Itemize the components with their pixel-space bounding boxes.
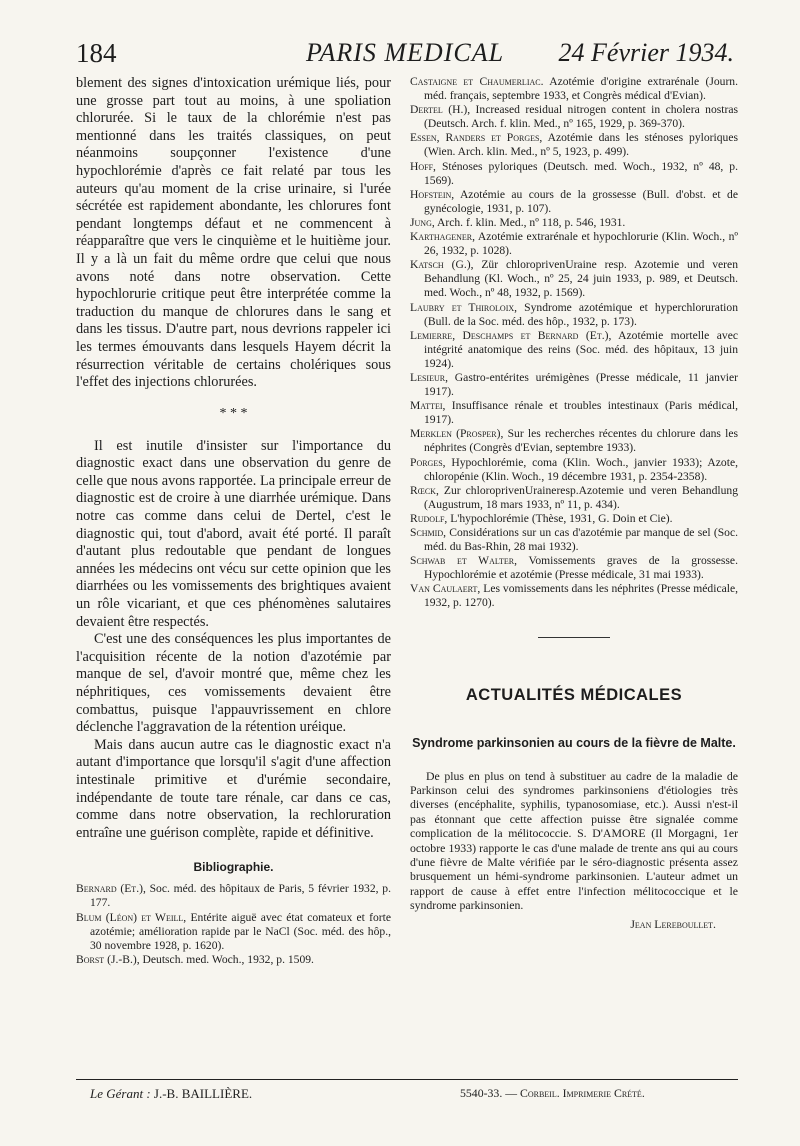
bibliography-reference: Insuffisance rénale et troubles intestinaux (Paris médical, 1917). <box>424 399 738 427</box>
bibliography-entry <box>410 258 738 300</box>
bibliography-reference: Syndrome azotémique et hyperchloruration (Bull. de la Soc. méd. des hôp., 1932, p. 173). <box>424 300 738 328</box>
article-signature: Jean Lereboullet. <box>630 916 716 931</box>
bibliography-author: Lesieur, <box>410 370 448 384</box>
bibliography-reference: Azotémie extrarénale et hypochlorurie (Klin. Woch., nº 26, 1932, p. 1028). <box>424 230 738 258</box>
paragraph: Mais dans aucun autre cas le diagnostic exact n'a autant d'importance que lorsqu'il s'agit d'une affection intestinale primitive et d'urémie secondaire, indépendante de toute tare rénale, car dans ce cas, comme dans notre observation, la rechloruration entraîne une guérison complète, rapide et définitive. <box>76 736 391 841</box>
bibliography-reference: Increased residual nitrogen content in cholera nostras (Deutsch. Arch. f. klin. Med., nº 165, 1929, p. 369-370). <box>424 103 738 131</box>
bibliography-author: Bernard (Et.), <box>76 882 146 896</box>
bibliography-entry <box>410 526 738 554</box>
bibliography-reference: Soc. méd. des hôpitaux de Paris, 5 février 1932, p. 177. <box>90 882 391 910</box>
bibliography-entry <box>410 427 738 455</box>
bibliography-entry <box>410 301 738 329</box>
paragraph: Il est inutile d'insister sur l'importance du diagnostic exact dans une observation du genre de celle que nous avons rapportée. La principale erreur de diagnostic est de croire à une diarrhée urémique. Dans notre cas comme dans celui de Dertel, c'est le diagnostic qui, tout d'abord, avait été porté. Il paraît d'autant plus redoutable que pendant de longues années les médecins ont vécu sur cette opinion que les diarrhées ou les vomissements des brightiques avaient un rôle vicariant, et que ces phénomènes salutaires devaient être respectés. <box>76 437 391 630</box>
bibliography-entry <box>410 75 738 103</box>
bibliography-author: Rudolf, <box>410 511 448 525</box>
bibliography-entry <box>410 484 738 512</box>
asterism-mark: * * * <box>219 405 248 421</box>
bibliography-entry <box>410 399 738 427</box>
running-head <box>76 38 734 72</box>
bibliography-entry <box>410 131 738 159</box>
bibliography-author: Porges, <box>410 455 446 469</box>
paragraph: C'est une des conséquences les plus importantes de l'acquisition récente de la notion d'azotémie par manque de sel, d'avoir montré que, même chez les néphritiques, ces vomissements devaient être combattus, puisque l'appauvrissement en chlore déclenche l'aggravation de la rétention uréique. <box>76 631 391 736</box>
bibliography-reference: Entérite aiguë avec état comateux et forte azotémie; amélioration rapide par le NaCl (Soc. méd. des hôp., 30 novembre 1928, p. 1620). <box>90 910 391 952</box>
gerant-label: Le Gérant : <box>90 1086 151 1101</box>
bibliography-reference: Vomissements graves de la grossesse. Hypochlorémie et azotémie (Presse médicale, 31 mai 1933). <box>424 554 738 582</box>
asterism <box>76 405 391 421</box>
bibliography-author: Essen, Randers et Porges, <box>410 131 543 145</box>
bibliography-author: Katsch (G.), <box>410 258 474 272</box>
bibliography-entry <box>410 230 738 258</box>
bibliography-author: Lemierre, Deschamps et Bernard (Et.), <box>410 328 612 342</box>
bibliography-author: Blum (Léon) et Weill, <box>76 910 187 924</box>
bibliography-author: Merklen (Prosper), <box>410 427 504 441</box>
footer-printer <box>460 1086 645 1101</box>
section-divider <box>538 637 610 638</box>
section-title: ACTUALITÉS MÉDICALES <box>465 685 683 704</box>
bibliography-reference: Azotémie d'origine extrarénale (Journ. méd. français, septembre 1933, et Congrès médical d'Evian). <box>424 75 738 103</box>
bibliography-author: Rœck, <box>410 483 439 497</box>
article-body <box>410 769 738 913</box>
bibliography-reference: Considérations sur un cas d'azotémie par manque de sel (Soc. méd. du Bas-Rhin, 28 mai 1932). <box>424 526 738 554</box>
bibliography-author: Hoff, <box>410 159 436 173</box>
journal-title: PARIS MEDICAL <box>305 38 505 67</box>
bibliography-reference: L'hypochlorémie (Thèse, 1931, G. Doin et Cie). <box>447 511 673 525</box>
bibliography-entry <box>76 882 391 910</box>
bibliography-author: Schwab et Walter, <box>410 554 518 568</box>
bibliography-entry <box>410 103 738 131</box>
bibliography-reference: Sténoses pyloriques (Deutsch. med. Woch., 1932, nº 48, p. 1569). <box>424 159 738 187</box>
bibliography-author: Schmid, <box>410 526 447 539</box>
page-number: 184 <box>76 38 117 68</box>
bibliography-reference: Sur les recherches récentes du chlorure dans les néphrites (Congrès d'Evian, septembre 1933). <box>424 427 738 455</box>
article-title: Syndrome parkinsonien au cours de la fièvre de Malte. <box>412 735 736 750</box>
bibliography-entry <box>76 953 391 967</box>
bibliography-reference: Azotémie au cours de la grossesse (Bull. d'obst. et de gynécologie, 1931, p. 107). <box>424 187 738 215</box>
bibliography-author: Mattei, <box>410 399 446 413</box>
bibliography-author: Castaigne et Chaumerliac. <box>410 75 544 88</box>
bibliography-reference: Les vomissements dans les néphrites (Presse médicale, 1932, p. 1270). <box>424 582 738 610</box>
right-column <box>410 75 738 932</box>
bibliography-heading: Bibliographie. <box>193 860 274 875</box>
printer-name: Corbeil. Imprimerie Crété. <box>519 1086 645 1100</box>
footer-gerant <box>90 1086 252 1102</box>
bibliography-author: Borst (J.-B.), <box>76 952 140 966</box>
bibliography-entry <box>410 456 738 484</box>
bibliography-author: Van Caulaert, <box>410 582 481 596</box>
bibliography-entry <box>410 160 738 188</box>
paragraph: blement des signes d'intoxication urémique liés, pour une grosse part tout au moins, à une spoliation chlorurée. Si le taux de la chlorémie n'est pas mentionné dans les traités classiques, on peut néanmoins soupçonner l'existence d'une hypochlorémie d'après ce fait relaté par tous les auteurs qu'au moment de la crise urinaire, si l'urée sécrétée est rapidement abondante, les chlorures font pendant longtemps défaut et ne commencent à réapparaître que vers le cinquième et le huitième jour. Il y a là un fait du même ordre que celui que nous avons noté dans notre observation. Cette hypochlorurie critique peut être interprétée comme la traduction du manque de chlorures dans le sang et dans les tissus. D'autre part, nous devrions rappeler ici les termes émouvants dans lesquels Hayem décrit la résurrection véritable de certains cholériques sous l'effet des injections chlorurées. <box>76 75 391 391</box>
bibliography-reference: Gastro-entérites urémigènes (Presse médicale, 11 janvier 1917). <box>424 370 738 399</box>
bibliography-entry <box>410 554 738 582</box>
bibliography-entry <box>76 911 391 953</box>
bibliography-entry <box>410 582 738 610</box>
issue-date: 24 Février 1934. <box>558 38 734 67</box>
article-paragraph: De plus en plus on tend à substituer au cadre de la maladie de Parkinson celui des syndromes parkinsoniens d'étiologies très diverses (encéphalite, syphilis, typanosomiase, etc.). Aussi n'est-il pas étonnant que cette affection puisse être signalée comme complication de la mélitococcie. S. D'AMORE (Il Morgagni, 1er octobre 1933) rapporte le cas d'une malade de trente ans qui au cours d'une fièvre de Malte vérifiée par le séro-diagnostic présenta assez brusquement un hémi-syndrome parkinsonien. L'auteur admet un rapport de cause à effet entre l'infection mélitococcique et le syndrome parkinsonien. <box>410 768 738 913</box>
bibliography-author: Karthagener, <box>410 230 476 244</box>
bibliography-reference: Arch. f. klin. Med., nº 118, p. 546, 1931. <box>434 215 626 229</box>
left-body <box>76 75 391 842</box>
bibliography-reference: Hypochlorémie, coma (Klin. Woch., janvier 1933); Azote, chloropénie (Klin. Woch., 19 décembre 1931, p. 2354-2358). <box>424 455 738 483</box>
bibliography-author: Laubry et Thiroloix, <box>410 300 518 314</box>
printer-ref: 5540-33. — <box>460 1086 520 1100</box>
bibliography-reference: Azotémie dans les sténoses pyloriques (Wien. Arch. klin. Med., nº 5, 1923, p. 499). <box>424 131 739 159</box>
left-bibliography <box>76 882 391 967</box>
bibliography-author: Hofstein, <box>410 187 455 201</box>
left-column <box>76 75 391 967</box>
bibliography-entry <box>410 216 738 230</box>
bibliography-entry <box>410 512 738 526</box>
bibliography-reference: Zür chloroprivenUraine resp. Azotemie und veren Behandlung (Kl. Woch., nº 25, 24 juin 1933, p. 989, et Deutsch. med. Woch., nº 48, 1932, p. 1569). <box>424 258 738 300</box>
bibliography-author: Jung, <box>410 215 435 229</box>
bibliography-entry <box>410 329 738 371</box>
bibliography-author: Dertel (H.), <box>410 103 471 117</box>
bibliography-entry <box>410 188 738 216</box>
bibliography-reference: Zur chloroprivenUraineresp.Azotemie und veren Behandlung (Augustrum, 18 mars 1933, nº 11, p. 434). <box>424 483 738 511</box>
bibliography-reference: Azotémie mortelle avec intégrité anatomique des reins (Soc. méd. des hôpitaux, 13 juin 1924). <box>424 328 738 370</box>
gerant-name: J.-B. BAILLIÈRE. <box>150 1086 253 1101</box>
bibliography-entry <box>410 371 738 399</box>
page-footer <box>76 1079 738 1105</box>
bibliography-reference: Deutsch. med. Woch., 1932, p. 1509. <box>139 952 314 966</box>
right-bibliography <box>410 75 738 611</box>
